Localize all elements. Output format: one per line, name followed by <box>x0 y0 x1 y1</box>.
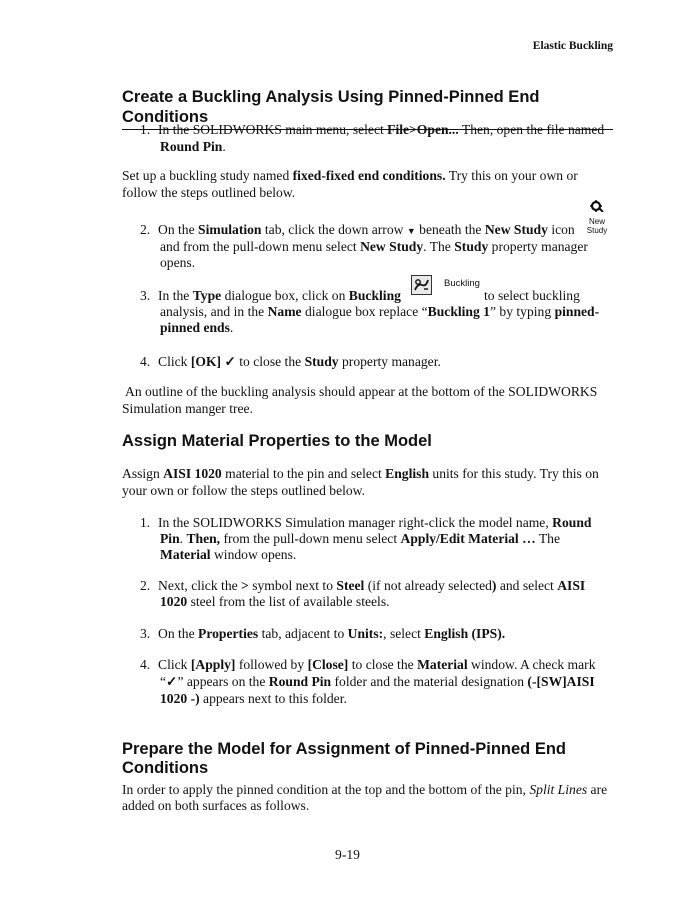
list-item: 1. In the SOLIDWORKS Simulation manager right-click the model name, Round <box>140 515 592 530</box>
list-item-continuation: Round Pin. <box>160 139 226 154</box>
section-heading-pinned-conditions: Prepare the Model for Assignment of Pinned-Pinned End <box>122 740 567 758</box>
paragraph: An outline of the buckling analysis should appear at the bottom of the SOLIDWORKS Simulation manger tree. <box>122 384 598 416</box>
buckling-icon-label: Buckling <box>444 278 480 289</box>
page-number: 9-19 <box>335 847 360 862</box>
section-heading-material-properties: Assign Material Properties to the Model <box>122 432 432 450</box>
paragraph: In order to apply the pinned condition at the top and the bottom of the pin, Split Lines are <box>122 782 608 797</box>
running-header: Elastic Buckling <box>532 40 613 52</box>
list-item: 4. Click [OK] ✓ to close the Study property manager. <box>140 354 441 369</box>
checkmark-icon: ✓ <box>224 354 236 369</box>
list-item: 4. Click [Apply] followed by [Close] to close the Material window. A check mark <box>140 657 596 672</box>
list-item-continuation: and from the pull-down menu select New Study. The Study property manager <box>160 239 588 254</box>
list-item: 2. On the Simulation tab, click the down arrow ▼ beneath the New Study icon <box>140 222 575 237</box>
list-item: 3. On the Properties tab, adjacent to Units:, select English (IPS). <box>140 626 506 641</box>
new-study-icon-label: Study <box>586 226 608 235</box>
section-heading-buckling-analysis: Create a Buckling Analysis Using Pinned-Pinned End Conditions <box>122 87 613 130</box>
list-item: 1. In the SOLIDWORKS main menu, select File>Open... Then, open the file named <box>140 122 605 137</box>
paragraph: Assign AISI 1020 material to the pin and select English units for this study. Try this on your own or follow the steps outlined below. <box>122 466 599 498</box>
list-item: 2. Next, click the > symbol next to Steel (if not already selected) and select AISI <box>140 578 586 593</box>
list-item-continuation: opens. <box>160 255 196 270</box>
list-item: 3. In the Type dialogue box, click on Buckling <box>140 288 401 303</box>
list-item-continuation: analysis, and in the Name dialogue box replace “Buckling 1” by typing pinned- <box>160 304 600 319</box>
checkmark-icon: ✓ <box>166 674 178 689</box>
down-arrow-icon: ▼ <box>406 226 416 236</box>
gear-study-icon <box>590 200 604 212</box>
new-study-icon-label: New <box>588 217 605 226</box>
list-item-continuation: pinned ends. <box>160 320 234 335</box>
paragraph: Set up a buckling study named fixed-fixed end conditions. Try this on your own or follow the steps outlined below. <box>122 168 578 200</box>
list-item-continuation: Material window opens. <box>160 547 297 562</box>
list-item-continuation: “✓” appears on the Round Pin folder and the material designation (-[SW]AISI <box>160 674 595 689</box>
list-item-continuation: 1020 -) appears next to this folder. <box>160 691 347 706</box>
paragraph-continuation: added on both surfaces as follows. <box>122 798 310 813</box>
list-item-segment: to select buckling <box>484 288 580 303</box>
list-item-continuation: 1020 steel from the list of available steels. <box>160 594 390 609</box>
list-item-continuation: Pin. Then, from the pull-down menu select Apply/Edit Material … The <box>160 531 560 546</box>
section-heading-pinned-conditions-line2: Conditions <box>122 759 209 777</box>
